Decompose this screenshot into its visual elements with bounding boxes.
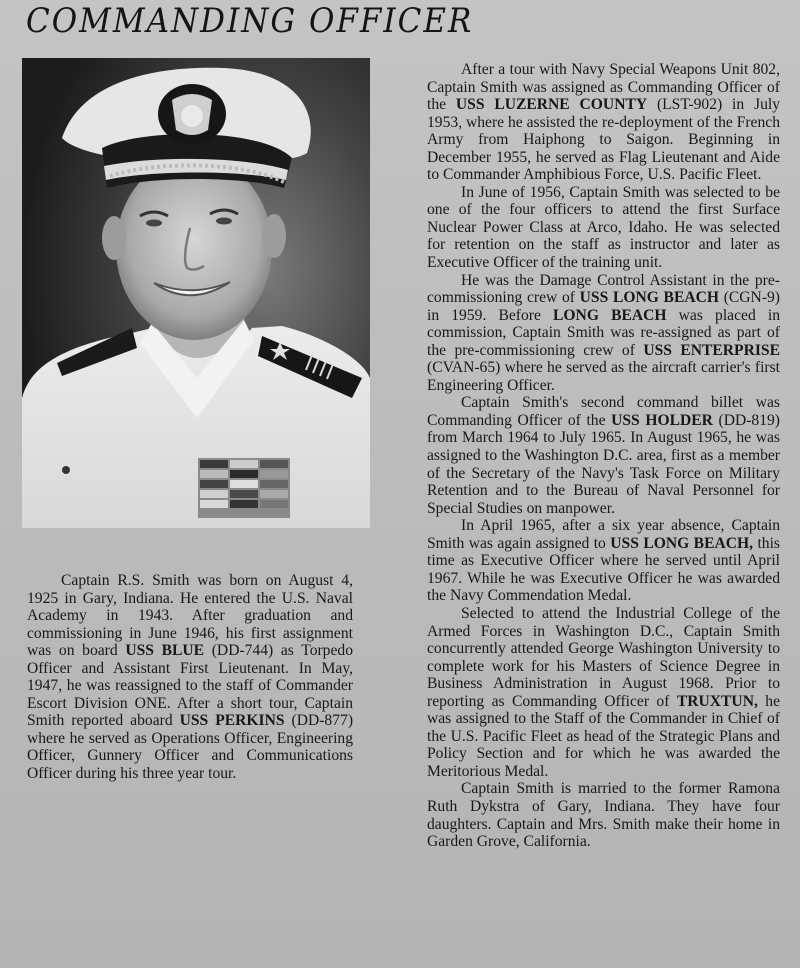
bio-paragraph — [427, 780, 780, 850]
paragraph-text: (DD-744) as Torpedo Officer and Assistant First Lieutenant. In May, 1947, he was reassigned to the staff of Commander Escort Division ONE. After a short tour, Captain Smith reported aboard — [27, 642, 353, 730]
paragraph-text: In June of 1956, Captain Smith was selected to be one of the four officers to attend the first Surface Nuclear Power Class at Arco, Idaho. He was selected for retention on the staff as instructor and later as Executive Officer of the training unit. — [427, 183, 780, 272]
paragraph-text: (LST-902) in July 1953, where he assisted the re-deployment of the French Army from Haiphong to Saigon. Beginning in December 1955, he served as Flag Lieutenant and Aide to Commander Amphibious Force, U.S. Pacific Fleet. — [427, 96, 780, 184]
paragraph-text: Selected to attend the Industrial College of the Armed Forces in Washington D.C., Captain Smith concurrently attended George Washington University to complete work for his Masters of Science Degree in Business Administration in August 1968. Prior to reporting as Commanding Officer of — [427, 604, 780, 710]
bio-paragraph — [27, 572, 353, 783]
paragraph-text: Captain R.S. Smith was born on August 4, 1925 in Gary, Indiana. He entered the U.S. Naval Academy in 1943. After graduation and commissioning in June 1946, his first assignment was on board — [27, 572, 353, 660]
paragraph-text: he was assigned to the Staff of the Commander in Chief of the U.S. Pacific Fleet as head of the Strategic Plans and Policy Section and for which he was awarded the Meritorious Medal. — [427, 692, 780, 780]
bio-paragraph — [427, 605, 780, 780]
paragraph-text: He was the Damage Control Assistant in the pre-commissioning crew of — [427, 271, 780, 307]
ship-name: TRUXTUN, — [676, 692, 758, 710]
bio-paragraph — [427, 394, 780, 517]
ship-name: LONG BEACH — [553, 306, 667, 324]
bio-paragraph — [427, 61, 780, 184]
paragraph-text: this time as Executive Officer where he served until April 1967. While he was Executive Officer he was awarded the Navy Commendation Medal. — [427, 534, 780, 605]
ship-name: USS LONG BEACH, — [610, 534, 754, 552]
biography-left-column — [27, 572, 353, 783]
paragraph-text: Captain Smith is married to the former Ramona Ruth Dykstra of Gary, Indiana. They have four daughters. Captain and Mrs. Smith make their home in Garden Grove, California. — [427, 780, 780, 851]
paragraph-text: After a tour with Navy Special Weapons Unit 802, Captain Smith was assigned as Commanding Officer of the — [427, 61, 780, 114]
bio-paragraph — [427, 184, 780, 272]
paragraph-text: In April 1965, after a six year absence, Captain Smith was again assigned to — [427, 517, 780, 552]
portrait-photo-icon — [22, 58, 370, 528]
bio-paragraph — [427, 272, 780, 395]
ship-name: USS LUZERNE COUNTY — [455, 96, 648, 114]
paragraph-text: (CGN-9) in 1959. Before — [427, 289, 781, 324]
bio-paragraph — [427, 517, 780, 605]
ship-name: USS HOLDER — [611, 411, 713, 429]
page-title: COMMANDING OFFICER — [26, 2, 474, 41]
paragraph-text: (DD-877) where he served as Operations Officer, Engineering Officer, Gunnery Officer and Communications Officer during his three year tour. — [27, 712, 354, 783]
paragraph-text: (DD-819) from March 1964 to July 1965. In August 1965, he was assigned to the Washington D.C. area, first as a member of the Secretary of the Navy's Task Force on Military Retention and to the Bureau of Naval Personnel for Special Studies on manpower. — [427, 411, 781, 517]
ship-name: USS PERKINS — [179, 712, 285, 730]
paragraph-text: was placed in commission, Captain Smith was re-assigned as part of the pre-commissioning crew of — [427, 306, 781, 359]
biography-right-column — [427, 61, 780, 851]
ship-name: USS BLUE — [125, 642, 205, 660]
paragraph-text: Captain Smith's second command billet was Commanding Officer of the — [427, 394, 780, 429]
paragraph-text: (CVAN-65) where he served as the aircraft carrier's first Engineering Officer. — [427, 359, 780, 394]
officer-portrait-photo — [22, 58, 370, 528]
ship-name: USS LONG BEACH — [579, 289, 720, 307]
ship-name: USS ENTERPRISE — [643, 341, 780, 359]
